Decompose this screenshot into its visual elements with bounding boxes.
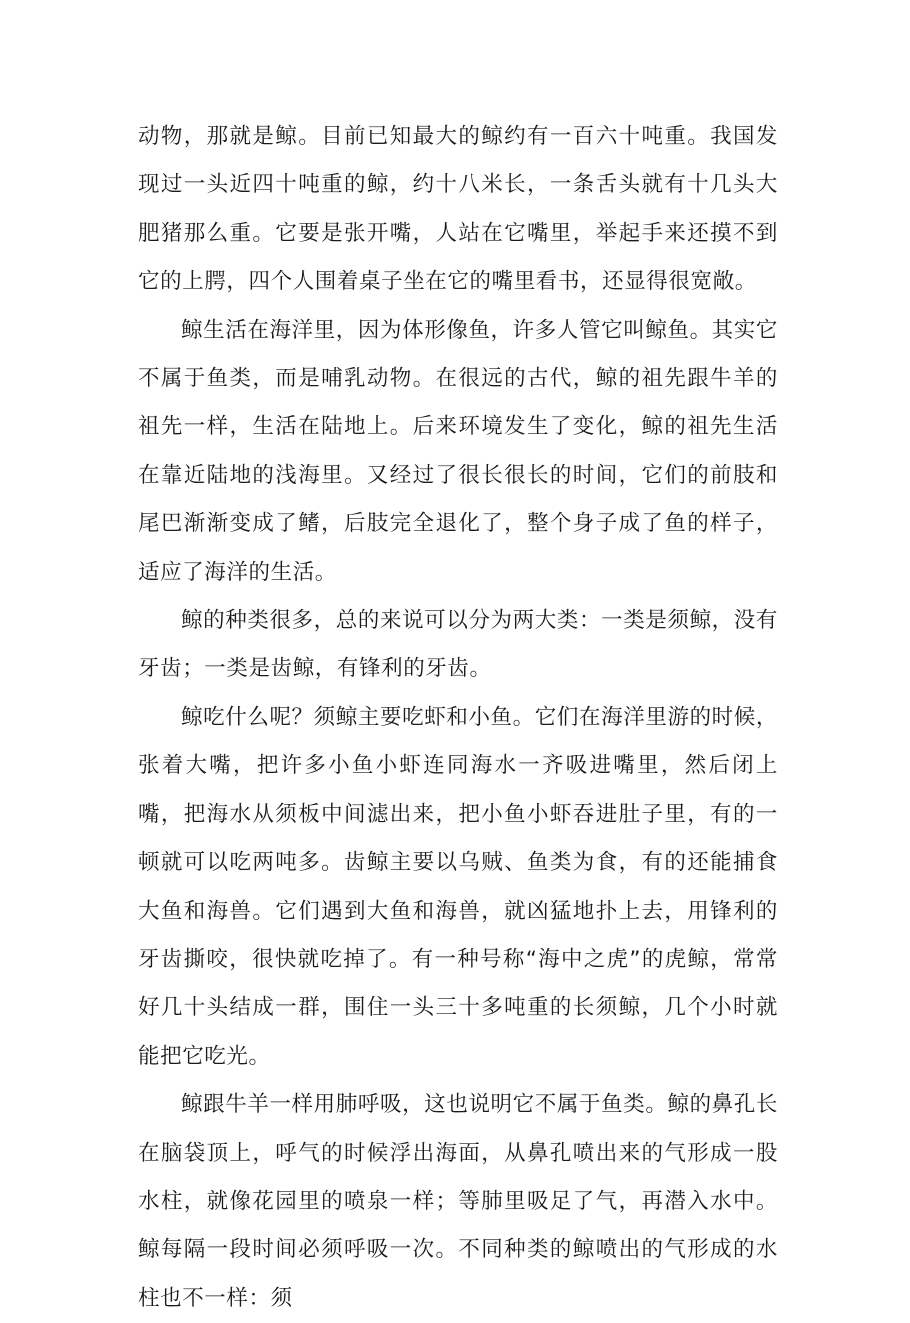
paragraph-4: 鲸吃什么呢？须鲸主要吃虾和小鱼。它们在海洋里游的时候，张着大嘴，把许多小鱼小虾连同海水一齐吸进嘴里，然后闭上嘴，把海水从须板中间滤出来，把小鱼小虾吞进肚子里，有的一顿就可以吃两吨多。齿鲸主要以乌贼、鱼类为食，有的还能捕食大鱼和海兽。它们遇到大鱼和海兽，就凶猛地扑上去，用锋利的牙齿撕咬，很快就吃掉了。有一种号称“海中之虎”的虎鲸，常常好几十头结成一群，围住一头三十多吨重的长须鲸，几个小时就能把它吃光。 [138,704,778,1069]
paragraph-1: 动物，那就是鲸。目前已知最大的鲸约有一百六十吨重。我国发现过一头近四十吨重的鲸，约十八米长，一条舌头就有十几头大肥猪那么重。它要是张开嘴，人站在它嘴里，举起手来还摸不到它的上腭，四个人围着桌子坐在它的嘴里看书，还显得很宽敞。 [138,124,778,295]
paragraph-2: 鲸生活在海洋里，因为体形像鱼，许多人管它叫鲸鱼。其实它不属于鱼类，而是哺乳动物。在很远的古代，鲸的祖先跟牛羊的祖先一样，生活在陆地上。后来环境发生了变化，鲸的祖先生活在靠近陆地的浅海里。又经过了很长很长的时间，它们的前肢和尾巴渐渐变成了鳍，后肢完全退化了，整个身子成了鱼的样子，适应了海洋的生活。 [138,317,778,585]
paragraph-3: 鲸的种类很多，总的来说可以分为两大类：一类是须鲸，没有牙齿；一类是齿鲸，有锋利的牙齿。 [138,608,778,682]
document-page [138,113,778,1323]
paragraph-5: 鲸跟牛羊一样用肺呼吸，这也说明它不属于鱼类。鲸的鼻孔长在脑袋顶上，呼气的时候浮出海面，从鼻孔喷出来的气形成一股水柱，就像花园里的喷泉一样；等肺里吸足了气，再潜入水中。鲸每隔一段时间必须呼吸一次。不同种类的鲸喷出的气形成的水柱也不一样：须 [138,1092,778,1311]
